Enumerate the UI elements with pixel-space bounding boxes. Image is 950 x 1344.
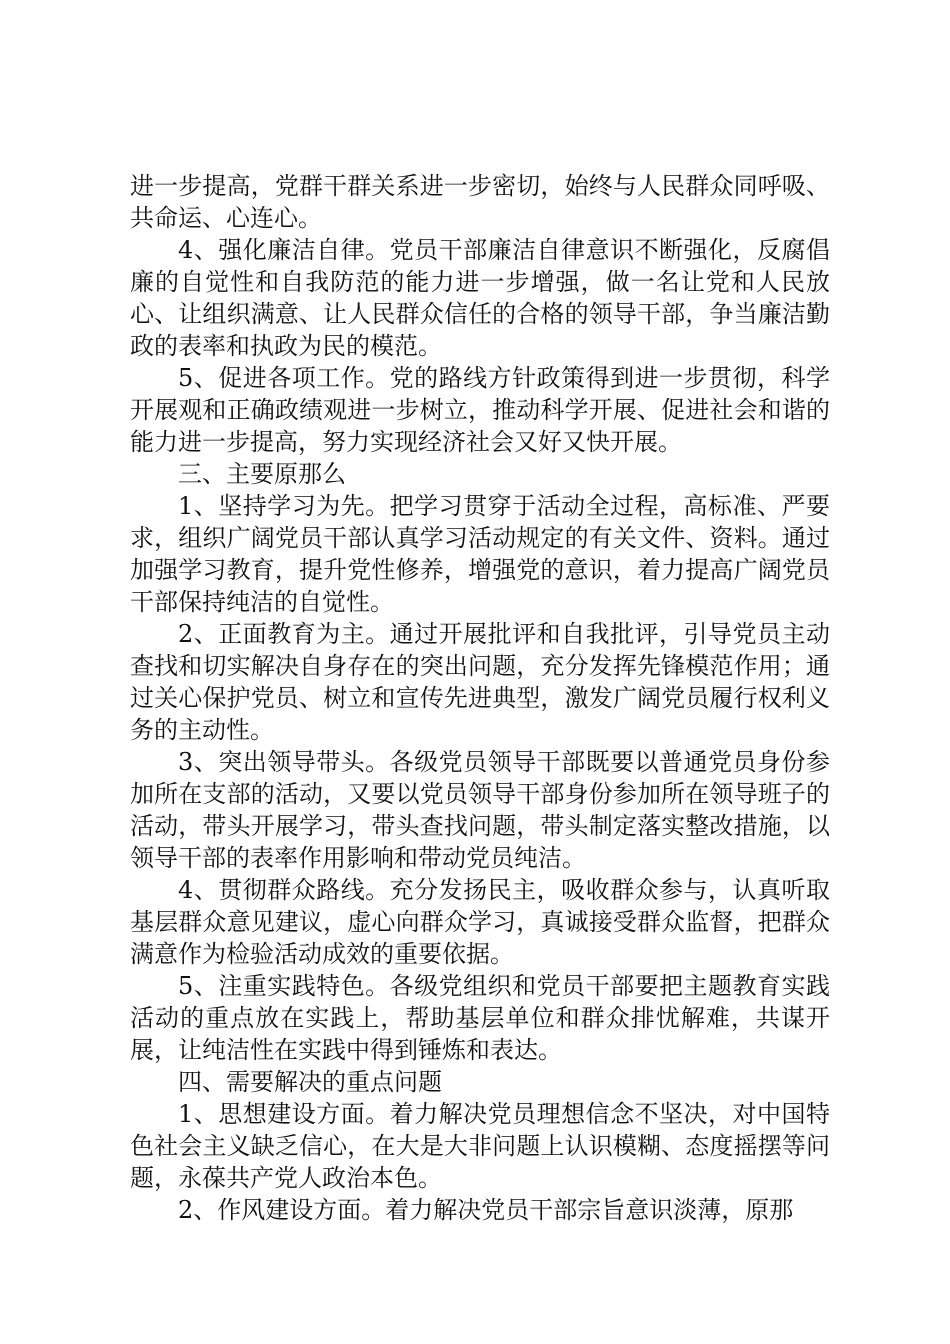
section-heading-principles: 三、主要原那么 (178, 460, 346, 488)
paragraph-item-practice: 5、注重实践特色。各级党组织和党员干部要把主题教育实践活动的重点放在实践上，帮助基层单位和群众排忧解难，共谋开展，让纯洁性在实践中得到锤炼和表达。 (130, 972, 830, 1064)
paragraph-item-ideology: 1、思想建设方面。着力解决党员理想信念不坚决，对中国特色社会主义缺乏信心，在大是大非问题上认识模糊、态度摇摆等问题，永葆共产党人政治本色。 (130, 1100, 830, 1192)
paragraph-item-work-style: 2、作风建设方面。着力解决党员干部宗旨意识淡薄，原那 (178, 1196, 794, 1224)
section-heading-key-issues: 四、需要解决的重点问题 (178, 1068, 442, 1096)
paragraph-item-promote-work: 5、促进各项工作。党的路线方针政策得到进一步贯彻，科学开展观和正确政绩观进一步树立，推动科学开展、促进社会和谐的能力进一步提高，努力实现经济社会又好又快开展。 (130, 364, 830, 456)
paragraph-item-leaders-lead: 3、突出领导带头。各级党员领导干部既要以普通党员身份参加所在支部的活动，又要以党员领导干部身份参加所在领导班子的活动，带头开展学习，带头查找问题，带头制定落实整改措施，以领导干部的表率作用影响和带动党员纯洁。 (130, 748, 830, 872)
paragraph-item-study-first: 1、坚持学习为先。把学习贯穿于活动全过程，高标准、严要求，组织广阔党员干部认真学习活动规定的有关文件、资料。通过加强学习教育，提升党性修养，增强党的意识，着力提高广阔党员干部保持纯洁的自觉性。 (130, 492, 830, 616)
paragraph-continuation: 进一步提高，党群干群关系进一步密切，始终与人民群众同呼吸、共命运、心连心。 (130, 172, 830, 232)
paragraph-item-anti-corruption: 4、强化廉洁自律。党员干部廉洁自律意识不断强化，反腐倡廉的自觉性和自我防范的能力进一步增强，做一名让党和人民放心、让组织满意、让人民群众信任的合格的领导干部，争当廉洁勤政的表率和执政为民的模范。 (130, 236, 830, 360)
paragraph-item-mass-line: 4、贯彻群众路线。充分发扬民主，吸收群众参与，认真听取基层群众意见建议，虚心向群众学习，真诚接受群众监督，把群众满意作为检验活动成效的重要依据。 (130, 876, 830, 968)
document-body (130, 170, 830, 1226)
paragraph-item-positive-education: 2、正面教育为主。通过开展批评和自我批评，引导党员主动查找和切实解决自身存在的突出问题，充分发挥先锋模范作用；通过关心保护党员、树立和宣传先进典型，激发广阔党员履行权利义务的主动性。 (130, 620, 830, 744)
